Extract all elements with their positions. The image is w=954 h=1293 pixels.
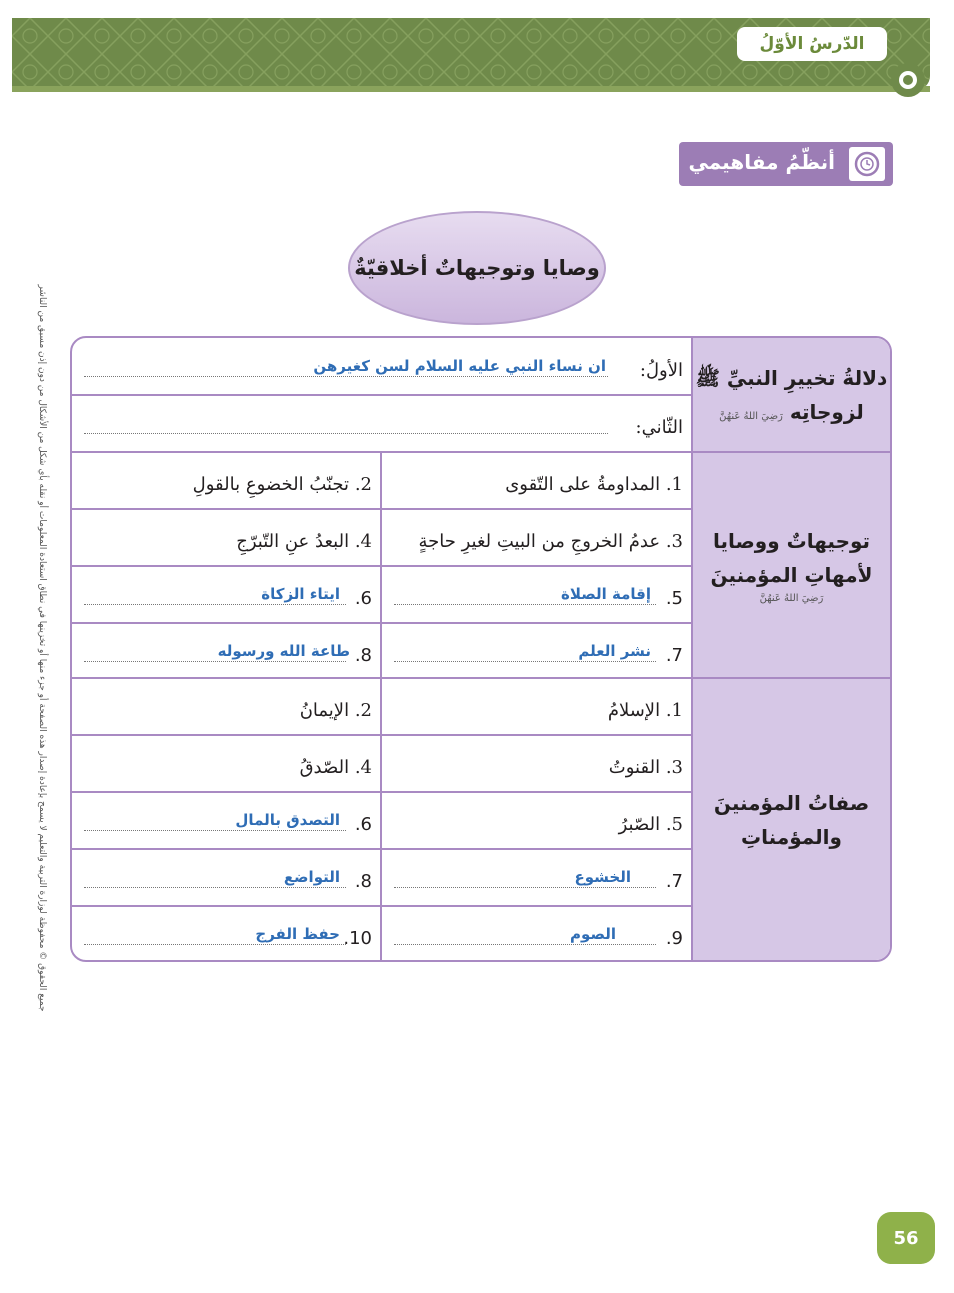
answer-line[interactable] bbox=[394, 604, 656, 605]
topic-ellipse bbox=[348, 211, 606, 325]
section-title: أنظّمُ مفاهيمي bbox=[688, 150, 835, 174]
divider bbox=[691, 338, 693, 960]
answer-row-first: الأولُ: ان نساء النبي عليه السلام لسن كغيرهن bbox=[72, 338, 691, 395]
guidance-item: 4. البعدُ عنِ التّبرّجِ bbox=[236, 531, 372, 552]
trait-item: 5. الصّبرُ bbox=[618, 814, 683, 835]
answer-line[interactable] bbox=[84, 433, 608, 434]
category-cell: توجيهاتٌ ووصايا لأمهاتِ المؤمنينَ رَضِيَ اللهُ عَنهُنَّ bbox=[693, 453, 890, 677]
guidance-item: 1. المداومةُ على التّقوى bbox=[505, 474, 683, 495]
trait-item: 2. الإيمانُ bbox=[299, 700, 372, 721]
category-cell: صفاتُ المؤمنينَ والمؤمناتِ bbox=[693, 679, 890, 960]
answer-line[interactable] bbox=[84, 944, 346, 945]
answer-line[interactable] bbox=[84, 887, 346, 888]
copyright-note: جميع الحقوق © محفوظة لوزارة التربية والتعليم لا يسمح بإعادة إصدار هذه الصفحة أو جزء منها أو تخزينها في نطاق استعادة المعلومات أو نقله بأي شكل من الأشكال من دون إذن مسبق من الناشر bbox=[37, 284, 47, 1012]
answer-row-second: الثّاني: bbox=[72, 395, 691, 452]
answer-line[interactable] bbox=[84, 604, 346, 605]
clock-icon bbox=[849, 147, 885, 181]
trait-item: 3. القنوتُ bbox=[608, 757, 683, 778]
answer-line[interactable] bbox=[84, 661, 346, 662]
answer-line[interactable] bbox=[84, 830, 346, 831]
trait-item: 9. الصوم bbox=[382, 906, 691, 962]
answer-line[interactable] bbox=[394, 887, 656, 888]
trait-item: 7. الخشوع bbox=[382, 849, 691, 906]
guidance-item: 5. إقامة الصلاة bbox=[382, 566, 691, 623]
page-number: 56 bbox=[877, 1212, 935, 1264]
trait-item: 4. الصّدقُ bbox=[299, 757, 372, 778]
banner-strip bbox=[12, 86, 930, 92]
category-cell: دلالةُ تخييرِ النبيِّ ﷺ لزوجاتِه رَضِيَ اللهُ عَنهُنَّ bbox=[693, 338, 890, 451]
topic-title: وصايا وتوجيهاتٌ أخلاقيّةٌ bbox=[354, 256, 600, 280]
corner-ornament-icon bbox=[888, 60, 928, 100]
guidance-item: 2. تجنّبُ الخضوعِ بالقولِ bbox=[192, 474, 372, 495]
trait-item: 1. الإسلامُ bbox=[607, 700, 683, 721]
guidance-item: 7. نشر العلم bbox=[382, 623, 691, 680]
trait-item: 6. التصدق بالمال bbox=[72, 792, 380, 849]
guidance-item: 3. عدمُ الخروجِ من البيتِ لغيرِ حاجةٍ bbox=[418, 531, 683, 552]
lesson-label: الدّرسُ الأوّلُ bbox=[737, 27, 887, 61]
answer-line[interactable] bbox=[84, 376, 608, 377]
trait-item: 10. حفظ الفرج bbox=[72, 906, 380, 962]
answer-line[interactable] bbox=[394, 661, 656, 662]
section-heading bbox=[679, 142, 893, 186]
trait-item: 8. التواضع bbox=[72, 849, 380, 906]
guidance-item: 6. ايتاء الزكاة bbox=[72, 566, 380, 623]
concept-table bbox=[70, 336, 892, 962]
guidance-item: 8. طاعة الله ورسوله bbox=[72, 623, 380, 680]
answer-line[interactable] bbox=[394, 944, 656, 945]
